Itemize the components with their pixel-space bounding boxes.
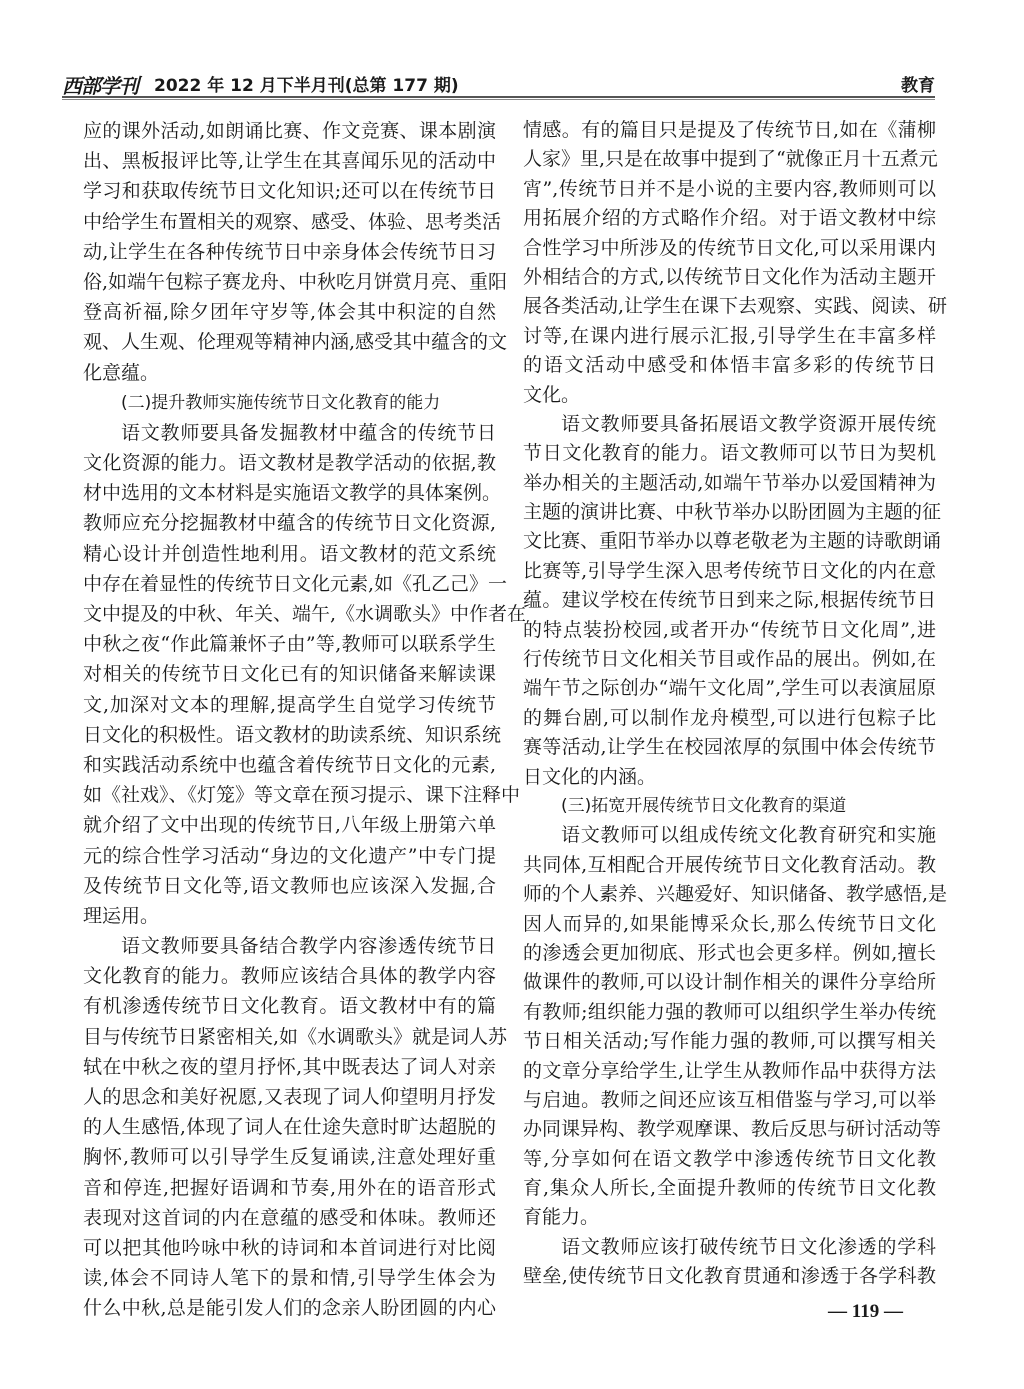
text-line: 理运用。 xyxy=(83,904,160,927)
text-line: 语文教师要具备拓展语文教学资源开展传统 xyxy=(561,412,936,435)
text-line: 主题的演讲比赛、中秋节举办以盼团圆为主题的征 xyxy=(523,501,942,524)
text-line: 的渗透会更加彻底、形式也会更多样。例如,擅长 xyxy=(523,941,936,964)
text-line: 学习和获取传统节日文化知识;还可以在传统节日 xyxy=(83,180,496,203)
text-line: 人家》里,只是在故事中提到了“就像正月十五煮元 xyxy=(523,148,938,171)
text-line: 做课件的教师,可以设计制作相关的课件分享给所 xyxy=(523,971,936,994)
text-line: 的人生感悟,体现了词人在仕途失意时旷达超脱的 xyxy=(83,1116,496,1139)
text-line: 如《社戏》、《灯笼》等文章在预习提示、课下注释中 xyxy=(83,784,521,807)
text-line: 节日文化教育的能力。语文教师可以节日为契机 xyxy=(523,442,936,465)
text-line: 共同体,互相配合开展传统节日文化教育活动。教 xyxy=(523,853,936,876)
paragraph xyxy=(83,116,508,388)
paragraph xyxy=(523,1233,936,1292)
issue-info: 2022 年 12 月下半月刊(总第 177 期) xyxy=(154,76,459,96)
text-line: 音和停连,把握好语调和节奏,用外在的语音形式 xyxy=(83,1176,496,1199)
text-line: 展各类活动,让学生在课下去观察、实践、阅读、研 xyxy=(523,295,948,318)
text-line: 表现对这首词的内在意蕴的感受和体味。教师还 xyxy=(83,1206,496,1229)
text-line: 语文教师要具备结合教学内容渗透传统节日 xyxy=(121,935,496,958)
text-line: 有教师;组织能力强的教师可以组织学生举办传统 xyxy=(523,1000,936,1023)
text-line: 的舞台剧,可以制作龙舟模型,可以进行包粽子比 xyxy=(523,706,936,729)
text-line: 蕴。建议学校在传统节日到来之际,根据传统节日 xyxy=(523,589,936,612)
text-line: 对相关的传统节日文化已有的知识储备来解读课 xyxy=(83,663,496,686)
text-line: 日文化的积极性。语文教材的助读系统、知识系统 xyxy=(83,723,502,746)
text-line: 有机渗透传统节日文化教育。语文教材中有的篇 xyxy=(83,995,496,1018)
text-line: 动,让学生在各种传统节日中亲身体会传统节日习 xyxy=(83,240,496,263)
text-line: 情感。有的篇目只是提及了传统节日,如在《蒲柳 xyxy=(523,119,936,141)
text-line: 俗,如端午包粽子赛龙舟、中秋吃月饼赏月亮、重阳 xyxy=(83,270,508,293)
running-header xyxy=(62,70,935,98)
page-number: — 119 — xyxy=(828,1301,903,1322)
text-line: 人的思念和美好祝愿,又表现了词人仰望明月抒发 xyxy=(83,1086,496,1108)
text-line: 用拓展介绍的方式略作介绍。对于语文教材中综 xyxy=(523,207,936,230)
text-line: 材中选用的文本材料是实施语文教学的具体案例。 xyxy=(83,482,502,505)
text-line: (二)提升教师实施传统节日文化教育的能力 xyxy=(121,392,441,413)
section-heading xyxy=(523,792,936,821)
paragraph xyxy=(523,821,948,1232)
text-line: 目与传统节日紧密相关,如《水调歌头》就是词人苏 xyxy=(83,1025,508,1048)
text-line: 观、人生观、伦理观等精神内涵,感受其中蕴含的文 xyxy=(83,331,508,354)
text-line: 育,集众人所长,全面提升教师的传统节日文化教 xyxy=(523,1177,936,1200)
text-line: 因人而异的,如果能博采众长,那么传统节日文化 xyxy=(523,912,936,935)
text-line: 宵”,传统节日并不是小说的主要内容,教师则可以 xyxy=(523,177,936,200)
text-line: 化意蕴。 xyxy=(83,361,160,384)
text-line: 轼在中秋之夜的望月抒怀,其中既表达了词人对亲 xyxy=(83,1055,496,1078)
text-line: 中秋之夜“作此篇兼怀子由”等,教师可以联系学生 xyxy=(83,633,496,656)
paragraph xyxy=(523,116,948,410)
section-label: 教育 xyxy=(901,76,935,96)
text-line: 语文教师要具备发掘教材中蕴含的传统节日 xyxy=(121,421,496,444)
text-line: 壁垒,使传统节日文化教育贯通和渗透于各学科教 xyxy=(523,1265,936,1288)
text-line: 举办相关的主题活动,如端午节举办以爱国精神为 xyxy=(523,471,936,494)
text-line: 文化资源的能力。语文教材是教学活动的依据,教 xyxy=(83,452,496,475)
text-line: 讨等,在课内进行展示汇报,引导学生在丰富多样 xyxy=(523,324,936,347)
text-line: 读,体会不同诗人笔下的景和情,引导学生体会为 xyxy=(83,1267,496,1290)
text-line: 节日相关活动;写作能力强的教师,可以撰写相关 xyxy=(523,1030,936,1053)
text-line: 的文章分享给学生,让学生从教师作品中获得方法 xyxy=(523,1059,936,1082)
text-line: 中存在着显性的传统节日文化元素,如《孔乙己》一 xyxy=(83,572,508,595)
text-line: 的语文活动中感受和体悟丰富多彩的传统节日 xyxy=(523,354,936,377)
text-line: 育能力。 xyxy=(523,1206,600,1229)
text-line: 元的综合性学习活动“身边的文化遗产”中专门提 xyxy=(83,844,496,867)
text-line: 可以把其他吟咏中秋的诗词和本首词进行对比阅 xyxy=(83,1236,496,1259)
text-line: 中给学生布置相关的观察、感受、体验、思考类活 xyxy=(83,210,502,233)
text-line: 行传统节日文化相关节目或作品的展出。例如,在 xyxy=(523,648,936,671)
text-line: 外相结合的方式,以传统节日文化作为活动主题开 xyxy=(523,265,936,288)
text-line: 等,分享如何在语文教学中渗透传统节日文化教 xyxy=(523,1147,936,1170)
text-line: 及传统节日文化等,语文教师也应该深入发掘,合 xyxy=(83,874,496,897)
paragraph xyxy=(523,410,942,792)
text-line: 师的个人素养、兴趣爱好、知识储备、教学感悟,是 xyxy=(523,883,948,906)
text-line: 语文教师可以组成传统文化教育研究和实施 xyxy=(561,824,936,847)
paragraph xyxy=(83,931,508,1323)
text-line: 与启迪。教师之间还应该互相借鉴与学习,可以举 xyxy=(523,1088,936,1111)
text-line: (三)拓宽开展传统节日文化教育的渠道 xyxy=(561,795,847,816)
paragraph xyxy=(83,418,527,931)
text-line: 日文化的内涵。 xyxy=(523,765,657,788)
journal-logo: 西部学刊 xyxy=(62,74,138,98)
text-line: 和实践活动系统中也蕴含着传统节日文化的元素, xyxy=(83,753,496,776)
text-line: 办同课异构、教学观摩课、教后反思与研讨活动等 xyxy=(523,1118,942,1141)
text-line: 赛等活动,让学生在校园浓厚的氛围中体会传统节 xyxy=(523,736,936,759)
text-line: 胸怀,教师可以引导学生反复诵读,注意处理好重 xyxy=(83,1146,496,1169)
text-line: 什么中秋,总是能引发人们的念亲人盼团圆的内心 xyxy=(83,1297,496,1320)
left-column xyxy=(83,116,527,1324)
text-line: 文化。 xyxy=(523,383,581,406)
text-line: 文中提及的中秋、年关、端午,《水调歌头》中作者在 xyxy=(83,603,527,625)
text-line: 教师应充分挖掘教材中蕴含的传统节日文化资源, xyxy=(83,512,496,535)
text-line: 应的课外活动,如朗诵比赛、作文竞赛、课本剧演 xyxy=(83,120,496,142)
text-line: 精心设计并创造性地利用。语文教材的范文系统 xyxy=(83,542,496,565)
text-line: 的特点装扮校园,或者开办“传统节日文化周”,进 xyxy=(523,618,936,641)
text-line: 文化教育的能力。教师应该结合具体的教学内容 xyxy=(83,965,496,988)
text-line: 合性学习中所涉及的传统节日文化,可以采用课内 xyxy=(523,236,936,259)
text-line: 登高祈福,除夕团年守岁等,体会其中积淀的自然 xyxy=(83,301,496,324)
text-line: 语文教师应该打破传统节日文化渗透的学科 xyxy=(561,1235,936,1258)
section-heading xyxy=(83,388,496,418)
header-rule xyxy=(62,96,935,100)
text-line: 文,加深对文本的理解,提高学生自觉学习传统节 xyxy=(83,693,496,716)
text-line: 比赛等,引导学生深入思考传统节日文化的内在意 xyxy=(523,559,936,582)
right-column xyxy=(523,116,948,1292)
text-line: 出、黑板报评比等,让学生在其喜闻乐见的活动中 xyxy=(83,150,496,173)
text-line: 端午节之际创办“端午文化周”,学生可以表演屈原 xyxy=(523,677,936,700)
text-line: 文比赛、重阳节举办以尊老敬老为主题的诗歌朗诵 xyxy=(523,530,942,553)
text-line: 就介绍了文中出现的传统节日,八年级上册第六单 xyxy=(83,814,496,837)
